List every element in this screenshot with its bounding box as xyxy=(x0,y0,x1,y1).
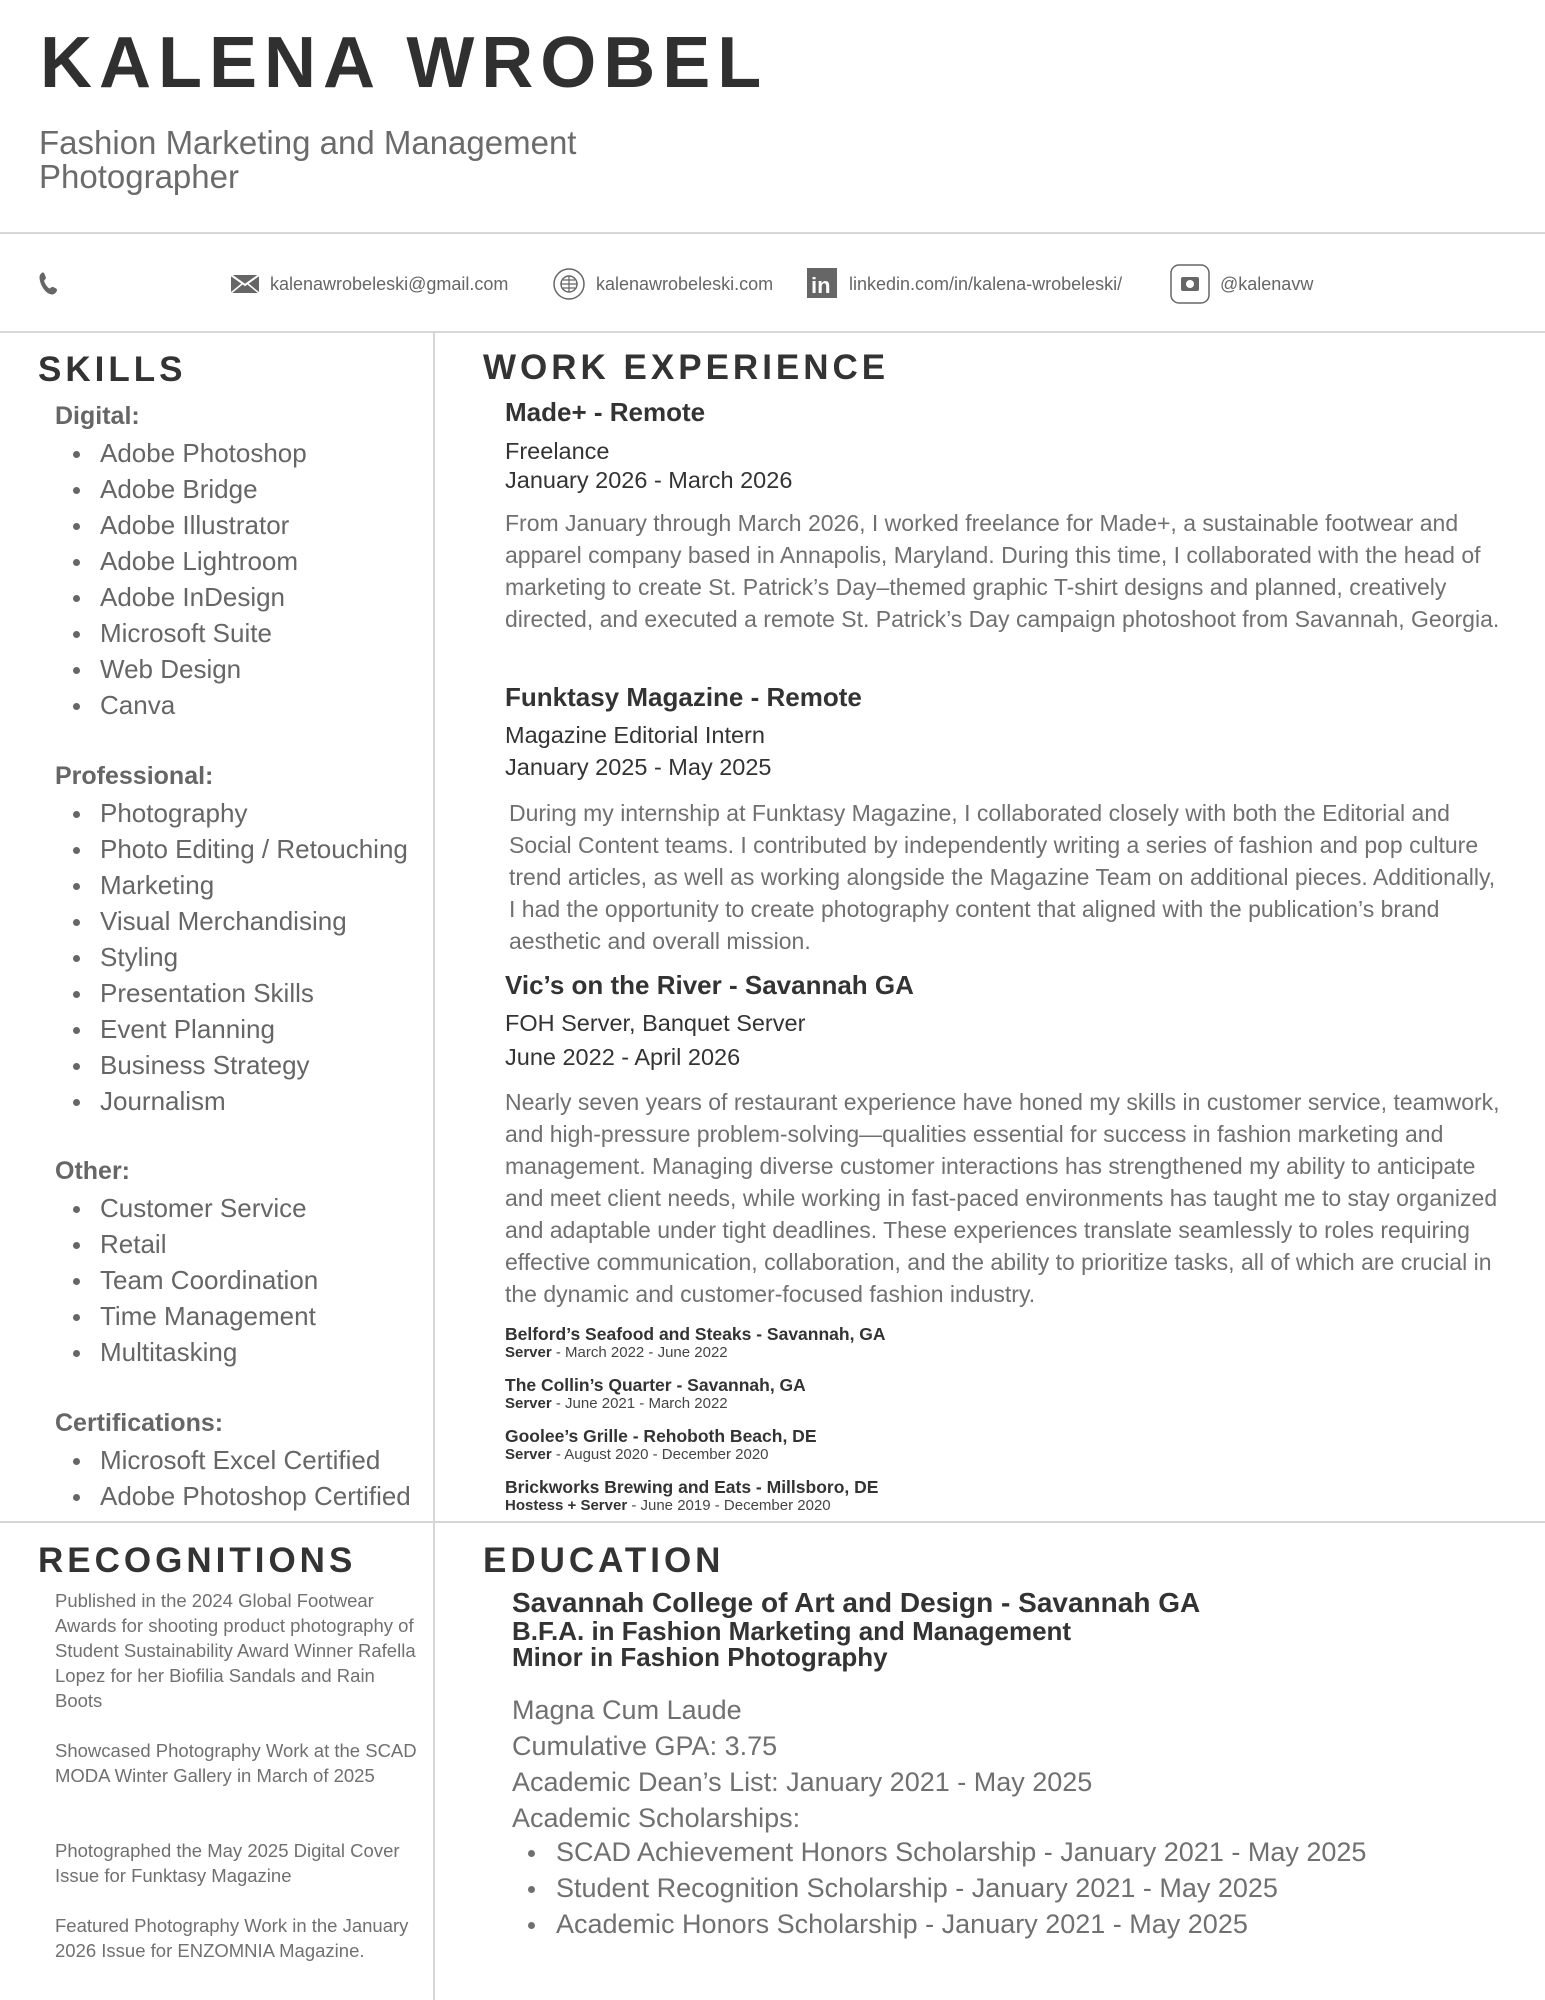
skill-item: Marketing xyxy=(73,867,408,903)
small-job-dates: - June 2019 - December 2020 xyxy=(627,1497,831,1514)
phone-icon xyxy=(36,269,64,299)
job-role: Freelance xyxy=(505,438,610,464)
job-title xyxy=(505,397,705,428)
website-item[interactable] xyxy=(552,266,773,302)
recognition-item: Published in the 2024 Global Footwear Awards for shooting product photography of Student Sustainability Award Winner Rafella Lopez for her Biofilia Sandals and Rain Boots xyxy=(55,1590,416,1711)
job-location: - Remote xyxy=(586,397,706,427)
scholarship-item: Academic Honors Scholarship - January 2021 - May 2025 xyxy=(528,1906,1366,1942)
skills-list-other xyxy=(73,1190,318,1370)
job-role: FOH Server, Banquet Server xyxy=(505,1010,806,1036)
small-job-company: Goolee’s Grille xyxy=(505,1426,628,1446)
skills-list-digital xyxy=(73,435,307,723)
divider xyxy=(0,232,1545,234)
scholarship-item: Student Recognition Scholarship - January 2021 - May 2025 xyxy=(528,1870,1366,1906)
job-role: Magazine Editorial Intern xyxy=(505,722,765,748)
recognitions-heading: RECOGNITIONS xyxy=(38,1541,357,1580)
skill-item: Microsoft Excel Certified xyxy=(73,1442,411,1478)
education-minor: Minor in Fashion Photography xyxy=(512,1642,888,1672)
small-job-location: - Savannah, GA xyxy=(751,1324,886,1344)
divider xyxy=(0,331,1545,333)
small-job xyxy=(505,1426,817,1463)
email-icon xyxy=(230,272,260,296)
skill-item: Styling xyxy=(73,939,408,975)
linkedin-item[interactable] xyxy=(807,266,1122,302)
skills-group-label: Professional: xyxy=(55,762,214,790)
small-job-role: Server xyxy=(505,1395,552,1412)
scholarship-list xyxy=(528,1834,1366,1942)
job-company: Vic’s on the River xyxy=(505,970,722,1000)
skill-item: Adobe InDesign xyxy=(73,579,307,615)
skills-group-label: Other: xyxy=(55,1157,130,1185)
email-item[interactable] xyxy=(230,266,508,302)
job-description: From January through March 2026, I worked freelance for Made+, a sustainable footwear and apparel company based in Annapolis, Maryland. During this time, I collaborated with the head of marketing to create St. Patrick’s Day–themed graphic T-shirt designs and planned, creatively directed, and executed a remote St. Patrick’s Day campaign photoshoot from Savannah, Georgia. xyxy=(505,510,1500,632)
skill-item: Adobe Illustrator xyxy=(73,507,307,543)
skill-item: Adobe Photoshop Certified xyxy=(73,1478,411,1514)
small-job-location: - Savannah, GA xyxy=(671,1375,806,1395)
linkedin-icon xyxy=(807,268,839,300)
small-job-company: Belford’s Seafood and Steaks xyxy=(505,1324,752,1344)
recognition-item: Featured Photography Work in the January 2026 Issue for ENZOMNIA Magazine. xyxy=(55,1915,409,1961)
instagram-handle[interactable]: @kalenavw xyxy=(1220,273,1314,294)
small-job-role: Server xyxy=(505,1446,552,1463)
job-location: - Remote xyxy=(743,682,862,712)
skill-item: Team Coordination xyxy=(73,1262,318,1298)
small-job-dates: - June 2021 - March 2022 xyxy=(551,1395,728,1412)
subtitle-line-2: Photographer xyxy=(39,158,239,195)
svg-text:in: in xyxy=(811,273,831,298)
work-experience-heading: WORK EXPERIENCE xyxy=(483,348,890,387)
skills-list-certifications xyxy=(73,1442,411,1514)
education-honor: Magna Cum Laude xyxy=(512,1695,742,1725)
skill-item: Event Planning xyxy=(73,1011,408,1047)
job-description: Nearly seven years of restaurant experience have honed my skills in customer service, teamwork, and high-pressure problem-solving—qualities essential for success in fashion marketing and management. Managing diverse customer interactions has strengthened my ability to anticipate and meet client needs, while working in fast-paced environments has taught me to stay organized and adaptable under tight deadlines. These experiences translate seamlessly to roles requiring effective communication, collaboration, and the ability to prioritize tasks, all of which are crucial in the dynamic and customer-focused fashion industry. xyxy=(505,1089,1500,1307)
skill-item: Adobe Lightroom xyxy=(73,543,307,579)
subtitle-line-1: Fashion Marketing and Management xyxy=(39,124,577,161)
skill-item: Web Design xyxy=(73,651,307,687)
education-deans-list: Academic Dean’s List: January 2021 - May 2025 xyxy=(512,1767,1093,1797)
job-dates: June 2022 - April 2026 xyxy=(505,1044,741,1070)
small-job xyxy=(505,1375,806,1412)
skill-item: Canva xyxy=(73,687,307,723)
skill-item: Time Management xyxy=(73,1298,318,1334)
column-divider xyxy=(433,333,435,2000)
small-job-location: - Rehoboth Beach, DE xyxy=(627,1426,817,1446)
skills-list-professional xyxy=(73,795,408,1119)
education-school: Savannah College of Art and Design - Savannah GA xyxy=(512,1587,1201,1618)
linkedin-link[interactable]: linkedin.com/in/kalena-wrobeleski/ xyxy=(849,273,1123,294)
recognition-item: Photographed the May 2025 Digital Cover Issue for Funktasy Magazine xyxy=(55,1840,400,1886)
job-description: During my internship at Funktasy Magazine, I collaborated closely with both the Editorial and Social Content teams. I contributed by independently writing a series of fashion and pop culture trend articles, as well as working alongside the Magazine Team on additional pieces. Additionally, I had the opportunity to create photography content that aligned with the publication’s brand aesthetic and overall mission. xyxy=(509,800,1496,954)
education-degree: B.F.A. in Fashion Marketing and Management xyxy=(512,1616,1072,1646)
instagram-item[interactable] xyxy=(1170,266,1313,302)
phone-item xyxy=(36,266,74,302)
skill-item: Business Strategy xyxy=(73,1047,408,1083)
skill-item: Adobe Photoshop xyxy=(73,435,307,471)
divider xyxy=(0,1521,1545,1523)
small-job-company: Brickworks Brewing and Eats xyxy=(505,1477,752,1497)
skill-item: Customer Service xyxy=(73,1190,318,1226)
small-job xyxy=(505,1324,886,1361)
skills-group-label: Certifications: xyxy=(55,1409,224,1437)
skill-item: Presentation Skills xyxy=(73,975,408,1011)
skill-item: Visual Merchandising xyxy=(73,903,408,939)
education-gpa: Cumulative GPA: 3.75 xyxy=(512,1731,778,1761)
small-job-dates: - August 2020 - December 2020 xyxy=(551,1446,769,1463)
small-job-company: The Collin’s Quarter xyxy=(505,1375,672,1395)
job-dates: January 2026 - March 2026 xyxy=(505,467,793,493)
small-job-location: - Millsboro, DE xyxy=(751,1477,879,1497)
skills-group-label: Digital: xyxy=(55,402,140,430)
education-heading: EDUCATION xyxy=(483,1541,725,1580)
job-dates: January 2025 - May 2025 xyxy=(505,754,772,780)
job-company: Made+ xyxy=(505,397,587,427)
skill-item: Multitasking xyxy=(73,1334,318,1370)
skill-item: Retail xyxy=(73,1226,318,1262)
camera-icon xyxy=(1170,264,1210,304)
job-location: - Savannah GA xyxy=(721,970,914,1000)
candidate-name: KALENA WROBEL xyxy=(40,23,769,103)
email-link[interactable]: kalenawrobeleski@gmail.com xyxy=(270,273,509,294)
job-company: Funktasy Magazine xyxy=(505,682,744,712)
small-job xyxy=(505,1477,878,1514)
small-job-role: Server xyxy=(505,1344,552,1361)
skill-item: Microsoft Suite xyxy=(73,615,307,651)
recognition-item: Showcased Photography Work at the SCAD MODA Winter Gallery in March of 2025 xyxy=(55,1740,417,1786)
skill-item: Photo Editing / Retouching xyxy=(73,831,408,867)
job-title xyxy=(505,970,914,1001)
small-job-dates: - March 2022 - June 2022 xyxy=(551,1344,728,1361)
job-title xyxy=(505,682,862,713)
skill-item: Journalism xyxy=(73,1083,408,1119)
small-job-role: Hostess + Server xyxy=(505,1497,628,1514)
website-link[interactable]: kalenawrobeleski.com xyxy=(596,273,774,294)
globe-icon xyxy=(552,267,586,301)
skill-item: Adobe Bridge xyxy=(73,471,307,507)
education-scholarships-label: Academic Scholarships: xyxy=(512,1803,801,1833)
scholarship-item: SCAD Achievement Honors Scholarship - January 2021 - May 2025 xyxy=(528,1834,1366,1870)
skill-item: Photography xyxy=(73,795,408,831)
skills-heading: SKILLS xyxy=(38,350,187,389)
